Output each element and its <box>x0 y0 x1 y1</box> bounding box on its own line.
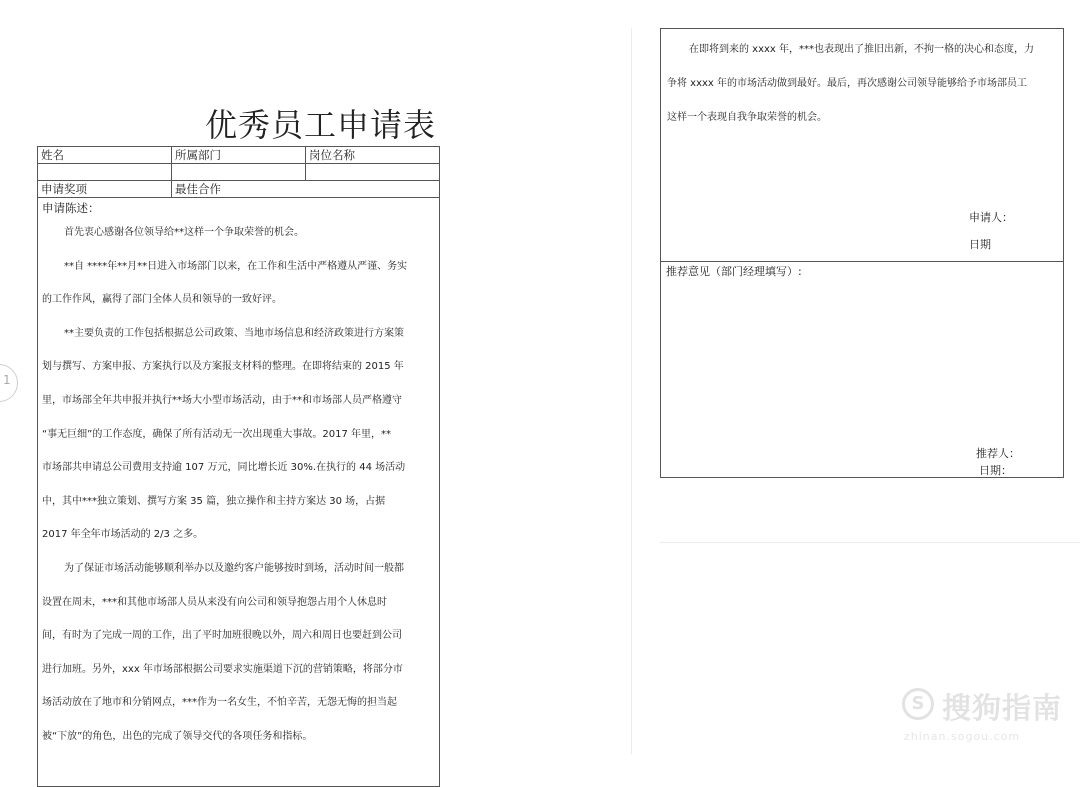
recommendation-label: 推荐意见（部门经理填写）: <box>666 265 802 278</box>
applicant-label: 申请人： <box>969 211 1013 224</box>
statement-section <box>38 198 439 786</box>
sogou-logo-icon: S <box>902 688 934 720</box>
statement-line: “事无巨细”的工作态度，确保了所有活动无一次出现重大事故。2017 年里，** <box>42 428 391 440</box>
page-number: 1 <box>3 373 11 387</box>
position-label: 岗位名称 <box>309 148 355 162</box>
statement-line: 场活动放在了地市和分销网点，***作为一名女生，不怕辛苦，无怨无悔的担当起 <box>42 697 397 709</box>
statement-line: 的工作作风，赢得了部门全体人员和领导的一致好评。 <box>42 294 282 306</box>
award-label: 申请奖项 <box>38 181 172 197</box>
statement-line: 设置在周末，***和其他市场部人员从来没有向公司和领导抱怨占用个人休息时 <box>42 596 387 608</box>
statement-paragraph <box>661 29 1063 135</box>
award-value[interactable]: 最佳合作 <box>175 182 221 196</box>
name-label: 姓名 <box>38 147 172 163</box>
application-form <box>37 146 440 787</box>
value-row <box>38 164 439 181</box>
statement-line: 市场部共申请总公司费用支持逾 107 万元，同比增长近 30%.在执行的 44 场活动 <box>42 462 406 474</box>
dept-label: 所属部门 <box>172 147 306 163</box>
applicant-date-label: 日期 <box>969 238 991 251</box>
award-row <box>38 181 439 198</box>
statement-line: 为了保证市场活动能够顺利举办以及邀约客户能够按时到场，活动时间一般都 <box>64 562 404 574</box>
page-divider <box>631 28 632 754</box>
watermark-text: 搜狗指南 <box>942 691 1063 725</box>
statement-label: 申请陈述： <box>42 201 100 215</box>
page-title: 优秀员工申请表 <box>205 106 437 144</box>
statement-line: 在即将到来的 xxxx 年，***也表现出了推旧出新，不拘一格的决心和态度，力 <box>689 44 1035 55</box>
statement-line: **主要负责的工作包括根据总公司政策、当地市场信息和经济政策进行方案策 <box>64 327 404 339</box>
statement-line: **自 ****年**月**日进入市场部门以来，在工作和生活中严格遵从严谨、务实 <box>64 260 408 272</box>
statement-line: 首先衷心感谢各位领导给**这样一个争取荣誉的机会。 <box>64 227 304 238</box>
statement-line: 这样一个表现自我争取荣誉的机会。 <box>667 112 827 123</box>
sogou-watermark <box>902 688 1062 748</box>
position-value[interactable] <box>306 164 439 180</box>
recommender-label: 推荐人： <box>976 447 1020 460</box>
continuation-form <box>660 28 1064 478</box>
statement-paragraph <box>42 250 438 317</box>
statement-line: 划与撰写、方案申报、方案执行以及方案报支材料的整理。在即将结束的 2015 年 <box>42 361 404 373</box>
statement-line: 间，有时为了完成一周的工作，出了平时加班很晚以外，周六和周日也要赶到公司 <box>42 630 402 642</box>
dept-value[interactable] <box>172 164 306 180</box>
statement-line: 被“下放”的角色，出色的完成了领导交代的各项任务和指标。 <box>42 730 313 742</box>
statement-line: 争将 xxxx 年的市场活动做到最好。最后，再次感谢公司领导能够给予市场部员工 <box>667 78 1028 89</box>
statement-paragraph <box>42 216 438 250</box>
statement-paragraph <box>42 552 438 754</box>
watermark-url: zhinan.sogou.com <box>904 730 1021 743</box>
statement-line: 里，市场部全年共申报并执行**场大小型市场活动，由于**和市场部人员严格遵守 <box>42 394 402 406</box>
page-number-badge <box>0 364 18 402</box>
statement-continuation <box>661 29 1063 262</box>
statement-line: 中，其中***独立策划、撰写方案 35 篇，独立操作和主持方案达 30 场，占据 <box>42 495 386 507</box>
statement-paragraph <box>42 317 438 552</box>
statement-line: 2017 年全年市场活动的 2/3 之多。 <box>42 529 204 541</box>
header-row <box>38 147 439 164</box>
page-bottom-edge <box>660 542 1080 543</box>
recommender-date-label: 日期： <box>979 464 1012 477</box>
name-value[interactable] <box>38 164 172 180</box>
statement-line: 进行加班。另外，xxx 年市场部根据公司要求实施渠道下沉的营销策略，将部分市 <box>42 663 403 675</box>
